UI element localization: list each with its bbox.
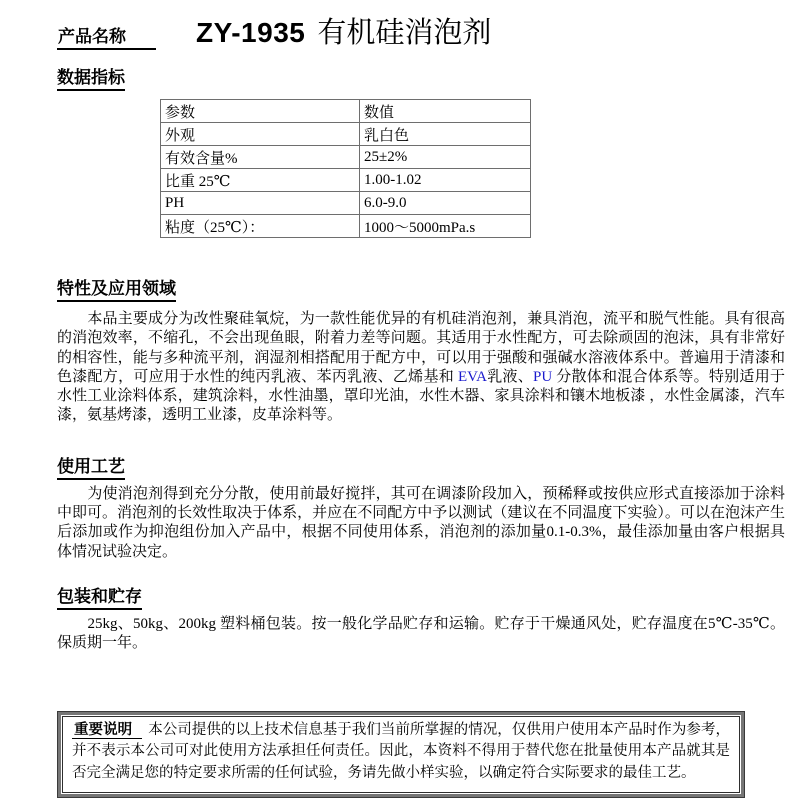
spec-table bbox=[160, 99, 531, 238]
notice-box bbox=[62, 716, 740, 794]
table-cell: 1000～5000mPa.s bbox=[360, 215, 531, 238]
features-text-2: 乳液、 bbox=[486, 368, 533, 385]
table-cell: 6.0-9.0 bbox=[360, 192, 531, 215]
features-text-3: 分散体和混合体系等。特别适用于水性工业涂料体系，建筑涂料，水性油墨，罩印光油，水性木器、家具涂料和镶木地板漆 ，水性金属漆，汽车漆，氨基烤漆，透明工业漆，皮革涂料等。 bbox=[57, 368, 785, 424]
table-row bbox=[161, 215, 531, 238]
product-name-label: 产品名称 bbox=[57, 22, 156, 50]
notice-label: 重要说明 bbox=[72, 722, 142, 739]
paragraph-packaging: 25kg、50kg、200kg 塑料桶包装。按一般化学品贮存和运输。贮存于干燥通风处，贮存温度在5℃-35℃。保质期一年。 bbox=[57, 615, 785, 652]
page-title bbox=[57, 10, 785, 51]
table-cell: 比重 25℃ bbox=[161, 169, 360, 192]
table-cell: 乳白色 bbox=[360, 123, 531, 146]
table-row bbox=[161, 146, 531, 169]
product-code: ZY-1935 bbox=[196, 17, 306, 48]
paragraph-usage: 为使消泡剂得到充分分散，使用前最好搅拌，其可在调漆阶段加入，预稀释或按供应形式直接添加于涂料中即可。消泡剂的长效性取决于体系，并应在不同配方中予以测试（建议在不同温度下实验）。可以在泡沫产生后添加或作为抑泡组份加入产品中，根据不同使用体系，消泡剂的添加量0.1-0.3%，最佳添加量由客户根据具体情况试验决定。 bbox=[57, 485, 785, 560]
table-cell: 外观 bbox=[161, 123, 360, 146]
heading-features: 特性及应用领域 bbox=[57, 274, 176, 302]
notice-text: 本公司提供的以上技术信息基于我们当前所掌握的情况，仅供用户使用本产品时作为参考，并不表示本公司可对此使用方法承担任何责任。因此，本资料不得用于替代您在批量使用本产品就其是否完全满足您的特定要求所需的任何试验，务请先做小样实验，以确定符合实际要求的最佳工艺。 bbox=[72, 721, 730, 781]
table-cell: PH bbox=[161, 192, 360, 215]
table-row bbox=[161, 123, 531, 146]
table-header-cell: 参数 bbox=[161, 100, 360, 123]
table-header-cell: 数值 bbox=[360, 100, 531, 123]
table-row bbox=[161, 169, 531, 192]
inline-term-pu: PU bbox=[533, 368, 553, 385]
heading-usage: 使用工艺 bbox=[57, 452, 125, 480]
table-row bbox=[161, 192, 531, 215]
heading-data-metrics: 数据指标 bbox=[57, 63, 125, 91]
table-cell: 有效含量% bbox=[161, 146, 360, 169]
paragraph-features bbox=[57, 310, 785, 426]
table-header-row bbox=[161, 100, 531, 123]
inline-term-eva: EVA bbox=[458, 368, 487, 385]
table-cell: 粘度（25℃）： bbox=[161, 215, 360, 238]
heading-packaging: 包装和贮存 bbox=[57, 582, 142, 610]
table-cell: 1.00-1.02 bbox=[360, 169, 531, 192]
features-text-1: 本品主要成分为改性聚硅氧烷，为一款性能优异的有机硅消泡剂，兼具消泡，流平和脱气性能。具有很高的消泡效率，不缩孔，不会出现鱼眼，附着力差等问题。其适用于水性配方，可去除顽固的泡沫，具有非常好的相容性，能与多种流平剂，润湿剂相搭配用于配方中，可以用于强酸和强碱水溶液体系中。普遍用于清漆和色漆配方，可应用于水性的纯丙乳液、苯丙乳液、乙烯基和 bbox=[57, 311, 785, 385]
table-cell: 25±2% bbox=[360, 146, 531, 169]
product-name: 有机硅消泡剂 bbox=[317, 17, 492, 49]
